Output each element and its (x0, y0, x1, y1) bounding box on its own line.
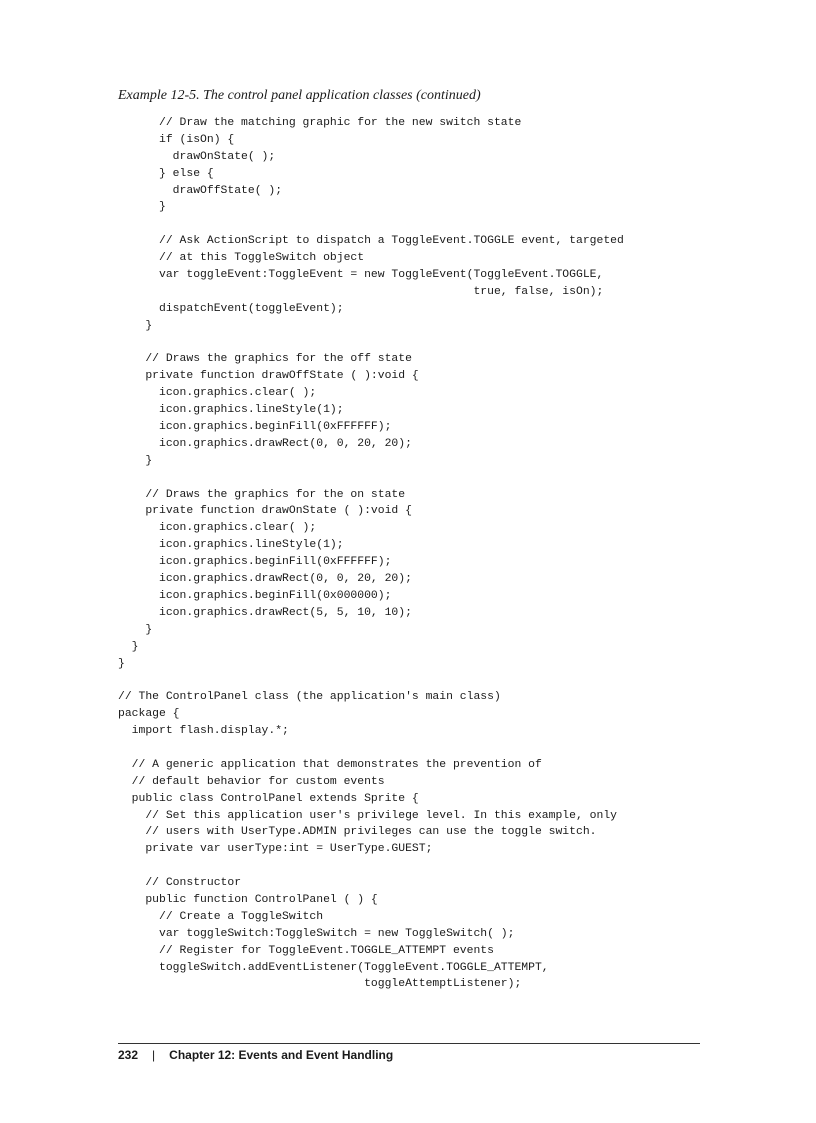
code-line: } (118, 319, 153, 332)
code-line: icon.graphics.lineStyle(1); (118, 539, 344, 552)
page-footer (118, 1048, 393, 1062)
code-line: public function ControlPanel ( ) { (118, 893, 378, 906)
code-line: // Constructor (118, 877, 242, 890)
footer-rule (118, 1043, 700, 1044)
code-line: private var userType:int = UserType.GUEST; (118, 843, 433, 856)
code-line: } else { (118, 167, 214, 180)
code-line: // Create a ToggleSwitch (118, 910, 324, 923)
code-line: icon.graphics.lineStyle(1); (118, 404, 344, 417)
code-line: } (118, 201, 166, 214)
code-line: icon.graphics.beginFill(0xFFFFFF); (118, 556, 392, 569)
code-line: private function drawOffState ( ):void { (118, 370, 419, 383)
code-line (118, 858, 624, 875)
code-line: // at this ToggleSwitch object (118, 252, 365, 265)
code-line (118, 216, 624, 233)
code-line: } (118, 657, 125, 670)
code-line: icon.graphics.drawRect(0, 0, 20, 20); (118, 573, 412, 586)
code-line: icon.graphics.clear( ); (118, 387, 317, 400)
code-line: import flash.display.*; (118, 725, 289, 738)
code-line: public class ControlPanel extends Sprite { (118, 792, 419, 805)
code-line: drawOnState( ); (118, 150, 276, 163)
code-line: // Draws the graphics for the on state (118, 488, 406, 501)
code-line: dispatchEvent(toggleEvent); (118, 302, 344, 315)
code-line (118, 740, 624, 757)
code-line: // Set this application user's privilege level. In this example, only (118, 809, 617, 822)
code-line: icon.graphics.drawRect(0, 0, 20, 20); (118, 437, 412, 450)
code-line: // Draws the graphics for the off state (118, 353, 412, 366)
code-line: toggleAttemptListener); (118, 978, 522, 991)
code-line: // users with UserType.ADMIN privileges can use the toggle switch. (118, 826, 597, 839)
code-line: // default behavior for custom events (118, 775, 385, 788)
code-line: package { (118, 708, 180, 721)
code-listing (118, 115, 624, 993)
code-line: // Draw the matching graphic for the new switch state (118, 117, 522, 129)
code-line: toggleSwitch.addEventListener(ToggleEvent.TOGGLE_ATTEMPT, (118, 961, 549, 974)
code-line: } (118, 454, 153, 467)
code-line (118, 672, 624, 689)
code-line: // Register for ToggleEvent.TOGGLE_ATTEMPT events (118, 944, 494, 957)
code-line: } (118, 623, 153, 636)
code-line: drawOffState( ); (118, 184, 283, 197)
code-line (118, 335, 624, 352)
code-line: // A generic application that demonstrates the prevention of (118, 758, 542, 771)
code-line: private function drawOnState ( ):void { (118, 505, 412, 518)
code-line (118, 470, 624, 487)
chapter-title: Chapter 12: Events and Event Handling (169, 1048, 394, 1062)
code-line: true, false, isOn); (118, 285, 604, 298)
page-number: 232 (118, 1048, 139, 1062)
code-line: if (isOn) { (118, 133, 235, 146)
code-line: icon.graphics.clear( ); (118, 522, 317, 535)
code-line: // Ask ActionScript to dispatch a ToggleEvent.TOGGLE event, targeted (118, 235, 624, 248)
footer-separator: | (152, 1048, 156, 1062)
code-line: var toggleEvent:ToggleEvent = new ToggleEvent(ToggleEvent.TOGGLE, (118, 269, 604, 282)
code-line: icon.graphics.beginFill(0xFFFFFF); (118, 421, 392, 434)
code-line: var toggleSwitch:ToggleSwitch = new ToggleSwitch( ); (118, 927, 515, 940)
code-line: icon.graphics.drawRect(5, 5, 10, 10); (118, 606, 412, 619)
code-line: icon.graphics.beginFill(0x000000); (118, 589, 392, 602)
example-caption: Example 12-5. The control panel application classes (continued) (118, 88, 481, 103)
code-line: // The ControlPanel class (the application's main class) (118, 691, 501, 704)
code-line: } (118, 640, 139, 653)
